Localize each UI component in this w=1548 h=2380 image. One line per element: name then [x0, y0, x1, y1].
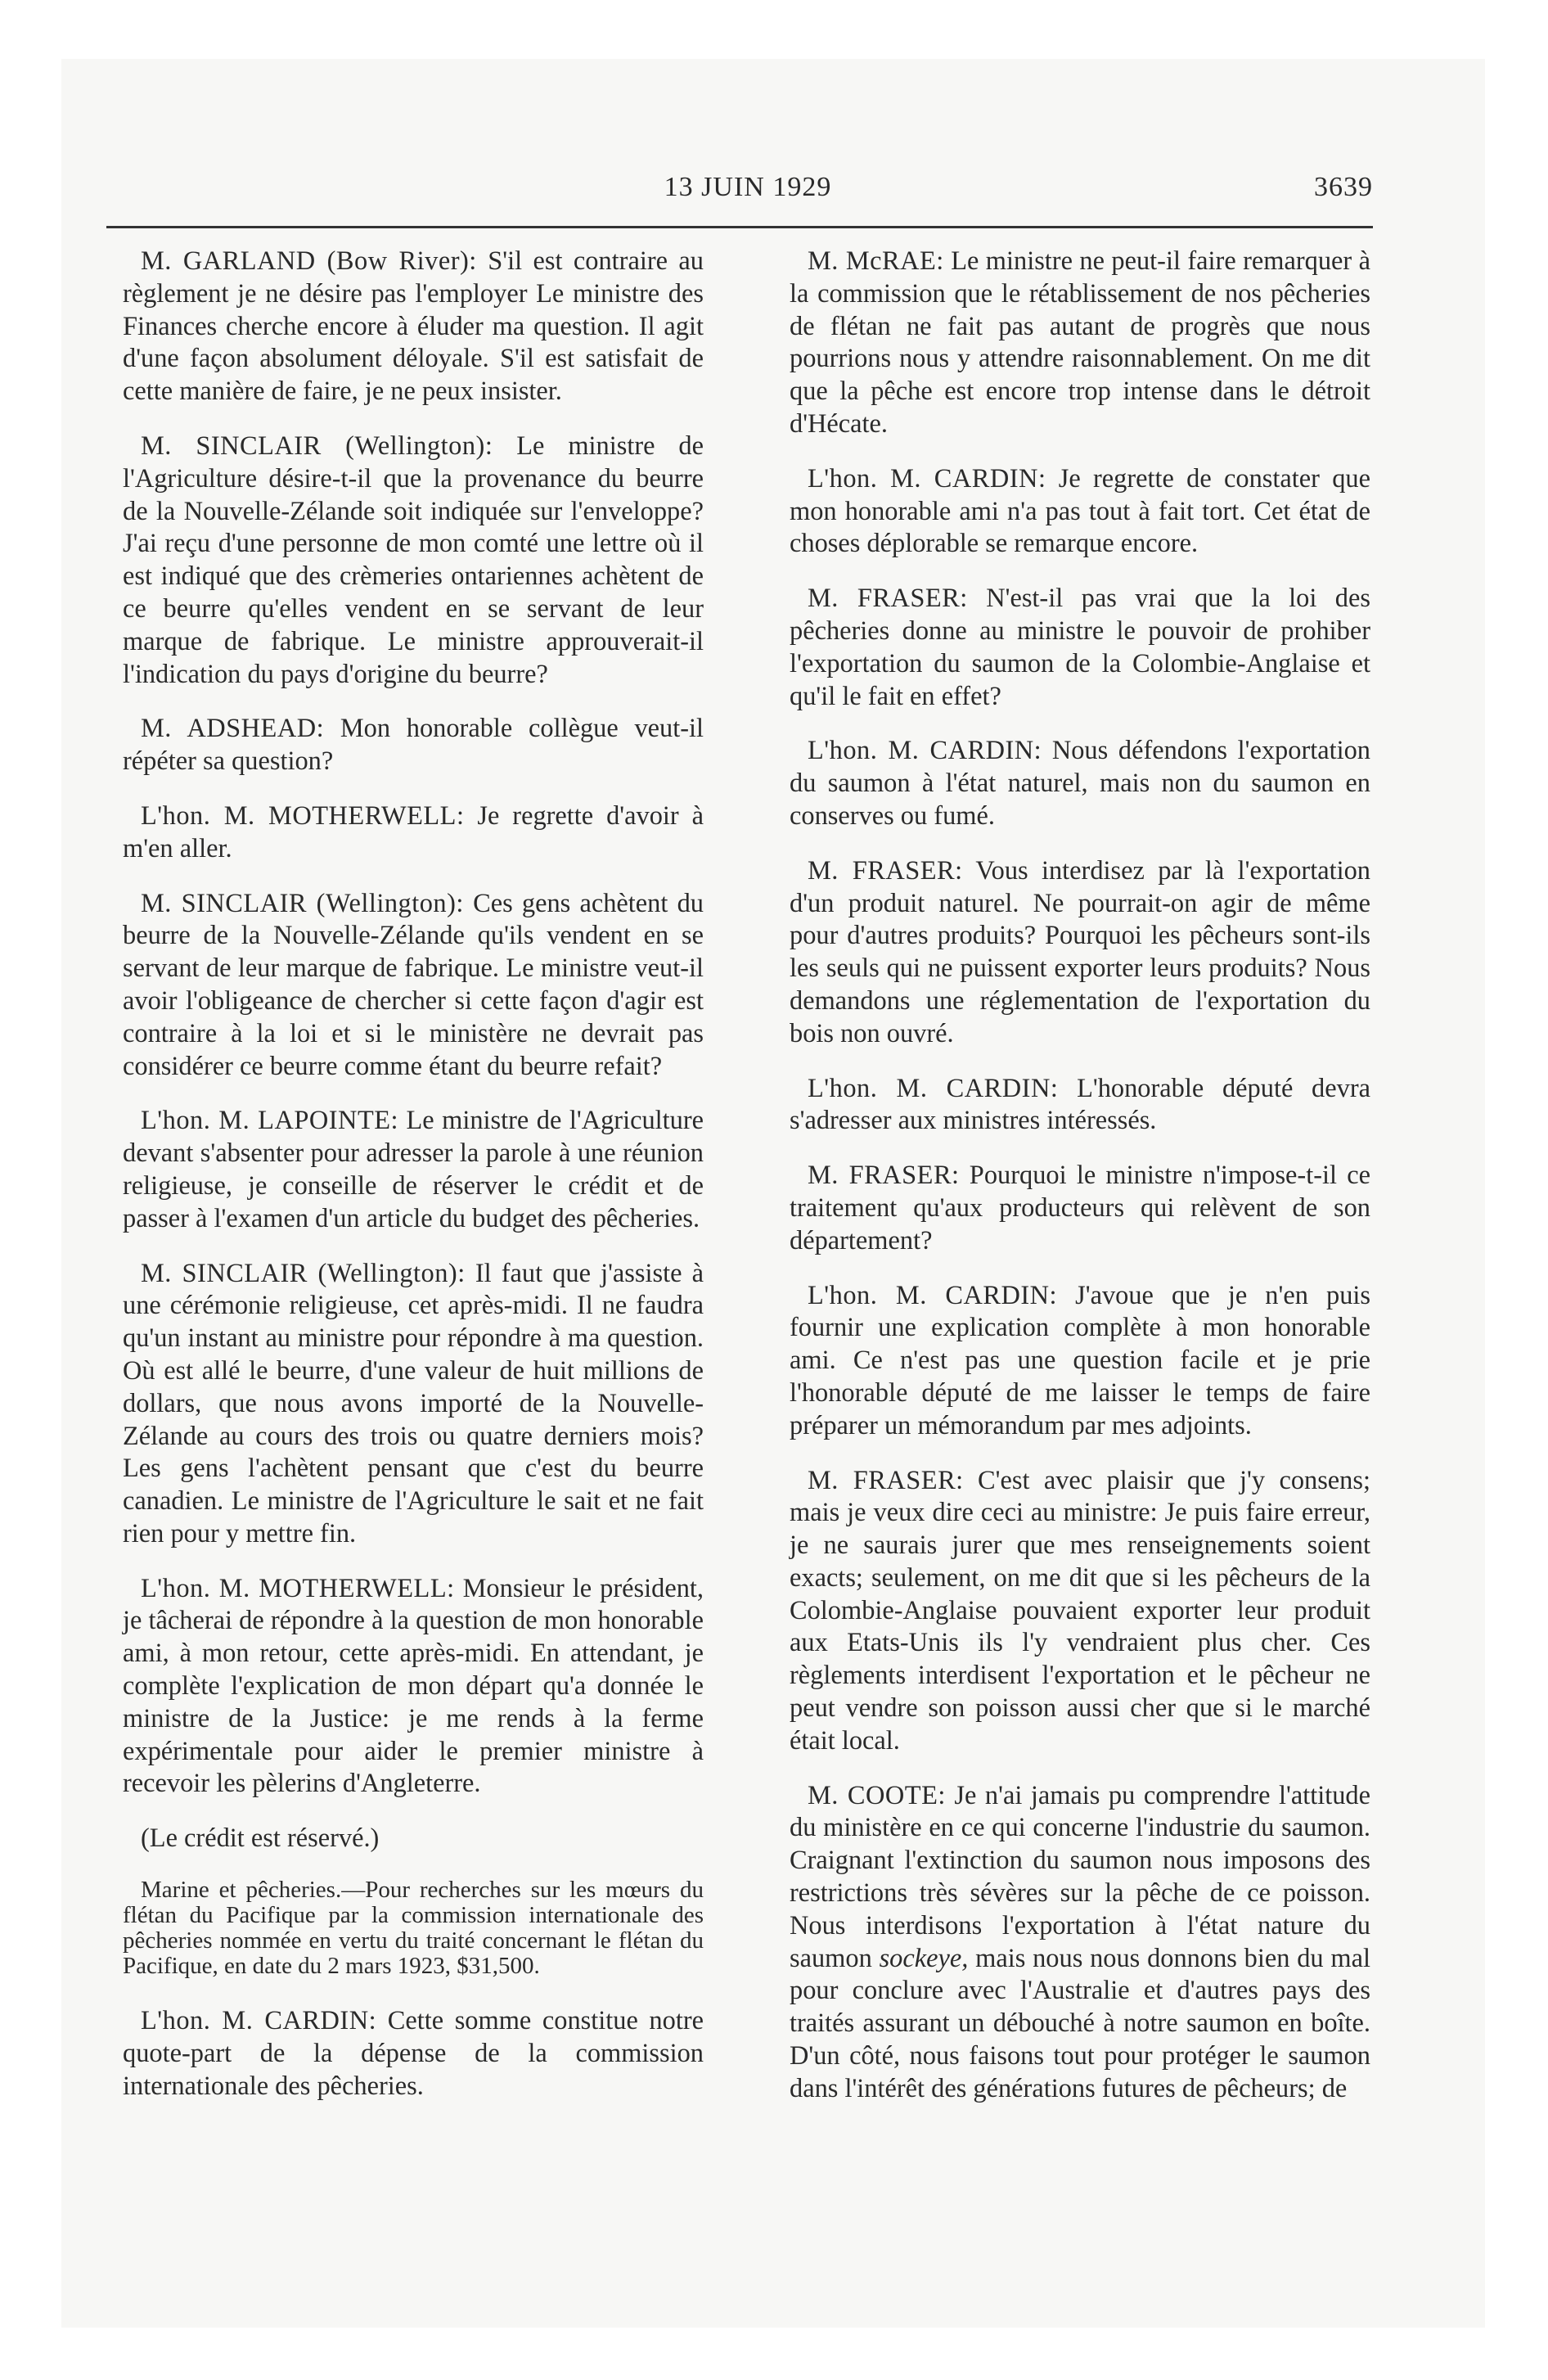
paragraph — [123, 888, 704, 1084]
speaker-name: M. FRASER: — [808, 584, 968, 614]
speaker-name: M. McRAE: — [808, 246, 944, 276]
speaker-name: L'hon. M. CARDIN: — [141, 2006, 377, 2036]
paragraph-text: Ces gens achètent du beurre de la Nouvelle-Zélande qu'ils vendent en se servant de leur marque de fabrique. Le ministre veut-il avoir l'obligeance de chercher si cette façon d'agir est contraire à la loi et si le ministère ne devrait pas considérer ce beurre comme étant du beurre refait? — [123, 888, 704, 1081]
right-column — [790, 246, 1370, 2128]
paragraph-text: Il faut que j'assiste à une cérémonie religieuse, cet après-midi. Il ne faudra qu'un instant au ministre pour répondre à ma question. Où est allé le beurre, d'une valeur de huit millions de dollars, que nous avons importé de la Nouvelle-Zélande au cours des trois ou quatre derniers mois? Les gens l'achètent pensant que c'est du beurre canadien. Le ministre de l'Agriculture le sait et ne fait rien pour y mettre fin. — [123, 1258, 704, 1548]
paragraph — [790, 583, 1370, 713]
paragraph — [123, 246, 704, 408]
speaker-name: M. FRASER: — [808, 1465, 964, 1495]
paragraph — [790, 246, 1370, 441]
speaker-name: L'hon. M. CARDIN: — [808, 736, 1042, 766]
budget-item — [123, 1877, 704, 1979]
speaker-name: M. FRASER: — [808, 1161, 960, 1191]
paragraph — [790, 735, 1370, 832]
paragraph — [123, 1258, 704, 1551]
paragraph-text: Je regrette de constater que mon honorable ami n'a pas tout à fait tort. Cet état de choses déplorable se remarque encore. — [790, 463, 1370, 559]
paragraph-text-continued: mais nous nous donnons bien du mal pour conclure avec l'Australie et d'autres pays des traités assurant un débouché à notre saumon en boîte. D'un côté, nous faisons tout pour protéger le saumon dans l'intérêt des générations futures de pêcheurs; de — [790, 1943, 1370, 2103]
paragraph — [790, 1160, 1370, 1257]
speaker-name: L'hon. M. CARDIN: — [808, 463, 1046, 494]
paragraph — [790, 855, 1370, 1051]
paragraph-text: Monsieur le président, je tâcherai de répondre à la question de mon honorable ami, à mon retour, cette après-midi. En attendant, je complète l'explication de mon départ qu'a donnée le ministre de la Justice: je me rends à la ferme expérimentale pour aider le premier ministre à recevoir les pèlerins d'Angleterre. — [123, 1573, 704, 1799]
paragraph-text: C'est avec plaisir que j'y consens; mais je veux dire ceci au ministre: Je puis faire erreur, je ne saurais jurer que mes renseignements soient exacts; seulement, on me dit que si les pêcheurs de la Colombie-Anglaise pouvaient exporter leur produit aux Etats-Unis ils l'y vendraient plus cher. Ces règlements interdisent l'exportation et le pêcheur ne peut vendre son poisson aussi cher que si le marché était local. — [790, 1465, 1370, 1756]
speaker-name: L'hon. M. LAPOINTE: — [141, 1106, 399, 1136]
italic-term: sockeye, — [879, 1943, 969, 1973]
paragraph — [123, 1573, 704, 1801]
credit-note — [123, 1823, 704, 1855]
paragraph-text: J'avoue que je n'en puis fournir une explication complète à mon honorable ami. Ce n'est pas une question facile et je prie l'honorable député de me laisser le temps de faire préparer un mémorandum par mes adjoints. — [790, 1280, 1370, 1440]
paragraph-text: Le ministre de l'Agriculture devant s'absenter pour adresser la parole à une réunion religieuse, je conseille de réserver le crédit et de passer à l'examen d'un article du budget des pêcheries. — [123, 1106, 704, 1233]
speaker-name: L'hon. M. MOTHERWELL: — [141, 1573, 455, 1603]
speaker-name: L'hon. M. CARDIN: — [808, 1280, 1058, 1310]
paragraph — [123, 713, 704, 778]
paragraph-text: Je regrette d'avoir à m'en aller. — [123, 800, 704, 863]
paragraph-text: Le ministre ne peut-il faire remarquer à la commission que le rétablissement de nos pêcheries de flétan ne fait pas autant de progrès que nous pourrions nous y attendre raisonnablement. On me dit que la pêche est encore trop intense dans le détroit d'Hécate. — [790, 246, 1370, 439]
paragraph — [123, 1105, 704, 1235]
paragraph-text: Je n'ai jamais pu comprendre l'attitude du ministère en ce qui concerne l'industrie du saumon. Craignant l'extinction du saumon nous imposons des restrictions très sévères sur la pêche de ce poisson. Nous interdisons l'exportation à l'état nature du saumon — [790, 1780, 1370, 1973]
paragraph-text: Cette somme constitue notre quote-part de la dépense de la commission internationale des pêcheries. — [123, 2006, 704, 2101]
paragraph — [790, 463, 1370, 561]
speaker-name: M. GARLAND (Bow River): — [141, 246, 477, 276]
note-text: (Le crédit est réservé.) — [141, 1823, 380, 1854]
paragraph — [790, 1465, 1370, 1758]
paragraph — [790, 1073, 1370, 1138]
page-header — [123, 172, 1373, 213]
header-date: 13 JUIN 1929 — [664, 172, 832, 202]
speaker-name: M. FRASER: — [808, 855, 963, 886]
paragraph-text: Mon honorable collègue veut-il répéter sa question? — [123, 714, 704, 777]
budget-item-text: Marine et pêcheries.—Pour recherches sur les mœurs du flétan du Pacifique par la commission internationale des pêcheries nommée en vertu du traité concernant le flétan du Pacifique, en date du 2 mars 1923, $31,500. — [123, 1877, 704, 1980]
page-number: 3639 — [1314, 172, 1373, 202]
paragraph-text: Le ministre de l'Agriculture désire-t-il que la provenance du beurre de la Nouvelle-Zélande soit indiquée sur l'enveloppe? J'ai reçu d'une personne de mon comté une lettre où il est indiqué que des crèmeries ontariennes achètent de ce beurre qu'elles vendent en se servant de leur marque de fabrique. Le ministre approuverait-il l'indication du pays d'origine du beurre? — [123, 430, 704, 689]
paragraph-text: N'est-il pas vrai que la loi des pêcheries donne au ministre le pouvoir de prohiber l'exportation du saumon de la Colombie-Anglaise et qu'il le fait en effet? — [790, 584, 1370, 711]
speaker-name: L'hon. M. MOTHERWELL: — [141, 800, 465, 831]
paragraph-text: S'il est contraire au règlement je ne désire pas l'employer Le ministre des Finances cherche encore à éluder ma question. Il agit d'une façon absolument déloyale. S'il est satisfait de cette manière de faire, je ne peux insister. — [123, 246, 704, 407]
speaker-name: M. ADSHEAD: — [141, 714, 325, 744]
paragraph — [790, 1280, 1370, 1443]
speaker-name: L'hon. M. CARDIN: — [808, 1073, 1059, 1103]
paragraph — [123, 800, 704, 866]
paragraph — [123, 430, 704, 691]
paragraph-text: L'honorable député devra s'adresser aux ministres intéressés. — [790, 1073, 1370, 1136]
speaker-name: M. COOTE: — [808, 1780, 946, 1810]
header-rule — [106, 226, 1373, 228]
speaker-name: M. SINCLAIR (Wellington): — [141, 430, 493, 461]
paragraph — [123, 2005, 704, 2103]
paragraph-text: Pourquoi le ministre n'impose-t-il ce traitement qu'aux producteurs qui relèvent de son département? — [790, 1161, 1370, 1255]
paragraph-text: Vous interdisez par là l'exportation d'un produit naturel. Ne pourrait-on agir de même pour d'autres produits? Pourquoi les pêcheurs sont-ils les seuls qui ne puissent exporter leurs produits? Nous demandons une réglementation de l'exportation du bois non ouvré. — [790, 855, 1370, 1048]
paragraph — [790, 1780, 1370, 2106]
speaker-name: M. SINCLAIR (Wellington): — [141, 1258, 466, 1288]
speaker-name: M. SINCLAIR (Wellington): — [141, 888, 464, 918]
left-column — [123, 246, 704, 2125]
paragraph-text: Nous défendons l'exportation du saumon à l'état naturel, mais non du saumon en conserves ou fumé. — [790, 736, 1370, 831]
